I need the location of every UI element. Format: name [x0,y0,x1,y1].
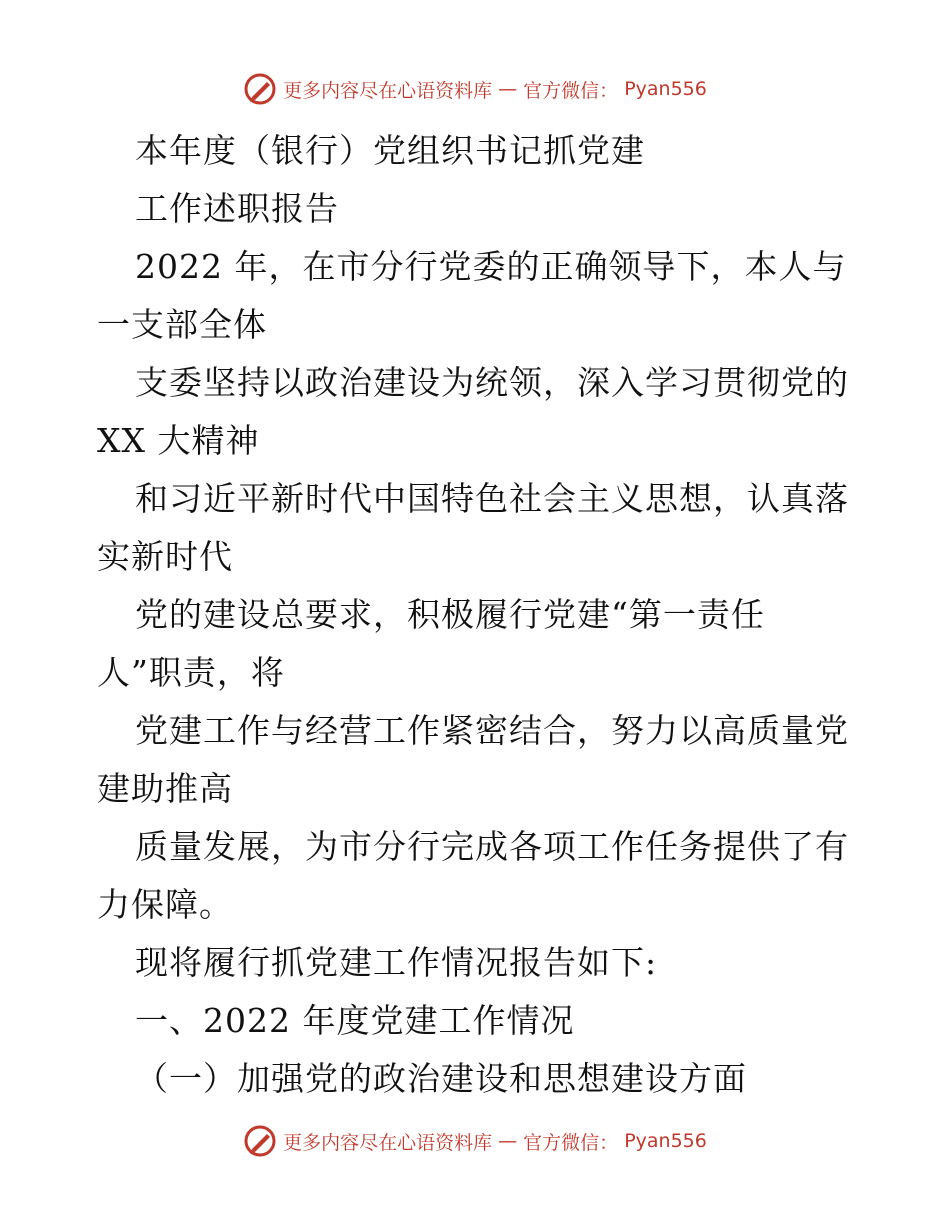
watermark-text: 更多内容尽在心语资料库 [283,1131,493,1154]
paragraph-line: 党建工作与经营工作紧密结合，努力以高质量党 [135,711,849,750]
pen-logo-icon [243,72,277,106]
watermark-text: 更多内容尽在心语资料库 [283,79,493,102]
section-heading: 一、2022 年度党建工作情况 [135,1001,575,1040]
pen-logo-icon [243,1124,277,1158]
paragraph-line: 人”职责，将 [97,653,285,692]
paragraph-line: 党的建设总要求，积极履行党建“第一责任 [135,595,765,634]
paragraph-line: 和习近平新时代中国特色社会主义思想，认真落 [135,479,849,518]
document-title-line-2: 工作述职报告 [135,189,339,228]
paragraph-line: 质量发展，为市分行完成各项工作任务提供了有 [135,827,849,866]
header-watermark [0,72,950,106]
paragraph-line: 2022 年，在市分行党委的正确领导下，本人与 [135,247,847,286]
paragraph-line: 实新时代 [97,537,233,576]
watermark-separator: — [498,1130,518,1152]
watermark-label: 官方微信： [523,1131,619,1154]
paragraph-line: XX 大精神 [97,421,260,460]
paragraph-line: 一支部全体 [97,305,267,344]
paragraph-line: 力保障。 [97,885,233,924]
subsection-heading: （一）加强党的政治建设和思想建设方面 [135,1059,747,1098]
paragraph-line: 现将履行抓党建工作情况报告如下: [135,943,658,982]
paragraph-line: 建助推高 [97,769,233,808]
watermark-id: Pyan556 [624,1130,707,1152]
watermark-separator: — [498,78,518,100]
document-body [97,122,857,1108]
watermark-id: Pyan556 [624,78,707,100]
document-title-line-1: 本年度（银行）党组织书记抓党建 [135,131,645,170]
watermark-label: 官方微信： [523,79,619,102]
footer-watermark [0,1124,950,1158]
paragraph-line: 支委坚持以政治建设为统领，深入学习贯彻党的 [135,363,849,402]
